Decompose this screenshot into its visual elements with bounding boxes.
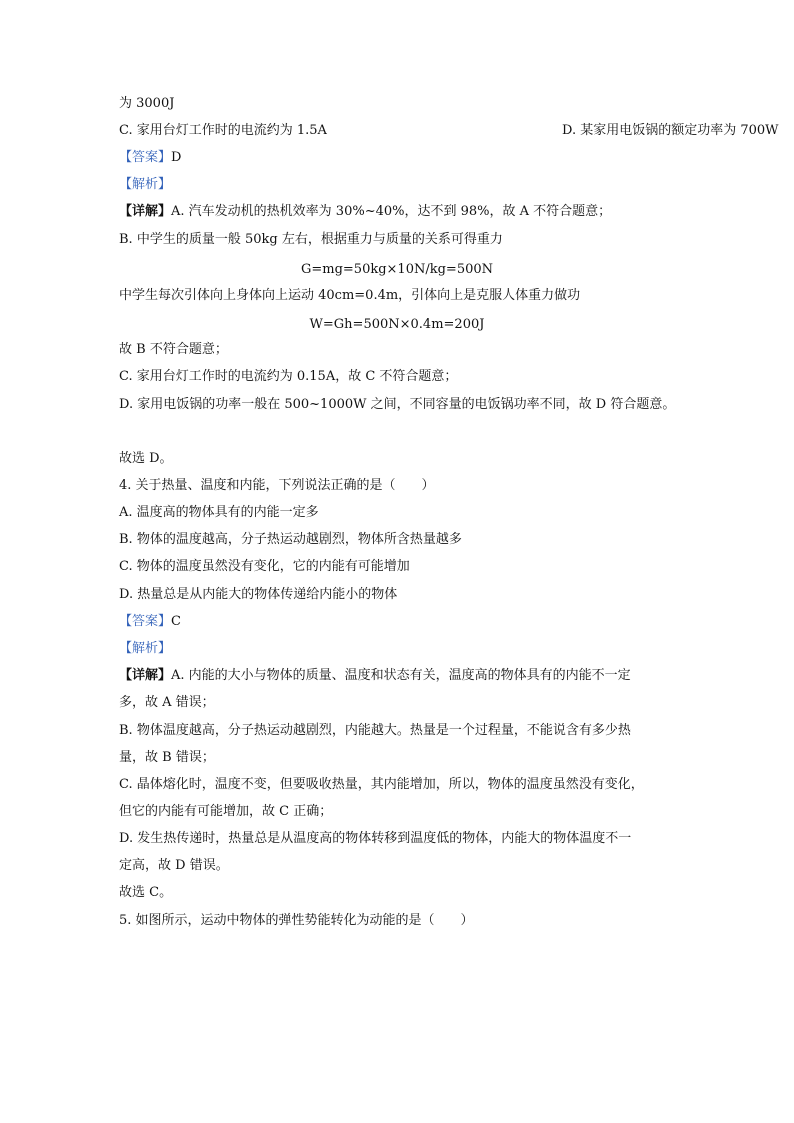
q3-stem-continuation: 为 3000J <box>119 96 175 111</box>
q3-conclusion: 故选 D。 <box>119 451 173 466</box>
answer-tag: 【答案】 <box>119 150 172 165</box>
answer-value: C <box>171 614 181 629</box>
q3-option-c: C. 家用台灯工作时的电流约为 1.5A <box>119 123 327 138</box>
q4-explanation-b1: B. 物体温度越高，分子热运动越剧烈，内能越大。热量是一个过程量，不能说含有多少热 <box>119 723 631 738</box>
q4-explanation-c1: C. 晶体熔化时，温度不变，但要吸收热量，其内能增加，所以，物体的温度虽然没有变化， <box>119 777 644 792</box>
q5-stem: 5. 如图所示，运动中物体的弹性势能转化为动能的是（ ） <box>119 913 474 928</box>
q4-analysis-tag: 【解析】 <box>119 641 172 656</box>
q4-option-b: B. 物体的温度越高，分子热运动越剧烈，物体所含热量越多 <box>119 532 462 547</box>
detail-tag: 【详解】 <box>119 204 172 219</box>
q4-explanation-a1 <box>119 667 631 685</box>
q3-formula-weight: G=mg=50kg×10N/kg=500N <box>300 262 494 277</box>
q3-explanation-b1: B. 中学生的质量一般 50kg 左右，根据重力与质量的关系可得重力 <box>119 232 503 247</box>
q4-explanation-a2: 多，故 A 错误； <box>119 695 215 710</box>
q4-option-a: A. 温度高的物体具有的内能一定多 <box>119 505 319 520</box>
q3-explanation-b2: 中学生每次引体向上身体向上运动 40cm=0.4m，引体向上是克服人体重力做功 <box>119 288 581 303</box>
q4-conclusion: 故选 C。 <box>119 885 173 900</box>
answer-value: D <box>171 150 182 165</box>
q4-explanation-c2: 但它的内能有可能增加，故 C 正确； <box>119 804 333 819</box>
detail-tag: 【详解】 <box>119 668 172 683</box>
answer-tag: 【答案】 <box>119 614 172 629</box>
q4-explanation-d2: 定高，故 D 错误。 <box>119 858 229 873</box>
q3-options-row <box>119 122 779 140</box>
q3-analysis-tag: 【解析】 <box>119 177 172 192</box>
q4-stem: 4. 关于热量、温度和内能，下列说法正确的是（ ） <box>119 478 435 493</box>
q3-explanation-a-text: A. 汽车发动机的热机效率为 30%~40%，达不到 98%，故 A 不符合题意； <box>171 204 612 219</box>
q3-explanation-d: D. 家用电饭锅的功率一般在 500~1000W 之间，不同容量的电饭锅功率不同，故 D 符合题意。 <box>119 397 676 412</box>
q4-explanation-a1-text: A. 内能的大小与物体的质量、温度和状态有关，温度高的物体具有的内能不一定 <box>171 668 631 683</box>
q3-explanation-a <box>119 203 611 221</box>
q3-explanation-b3: 故 B 不符合题意； <box>119 342 228 357</box>
q4-option-d: D. 热量总是从内能大的物体传递给内能小的物体 <box>119 587 398 602</box>
q4-option-c: C. 物体的温度虽然没有变化，它的内能有可能增加 <box>119 559 410 574</box>
q3-option-d: D. 某家用电饭锅的额定功率为 700W <box>562 123 779 138</box>
q4-explanation-d1: D. 发生热传递时，热量总是从温度高的物体转移到温度低的物体，内能大的物体温度不一 <box>119 831 632 846</box>
q4-explanation-b2: 量，故 B 错误； <box>119 750 215 765</box>
q3-formula-work: W=Gh=500N×0.4m=200J <box>309 317 485 332</box>
q3-explanation-c: C. 家用台灯工作时的电流约为 0.15A，故 C 不符合题意； <box>119 369 458 384</box>
q3-answer <box>119 149 181 167</box>
q4-answer <box>119 613 181 631</box>
